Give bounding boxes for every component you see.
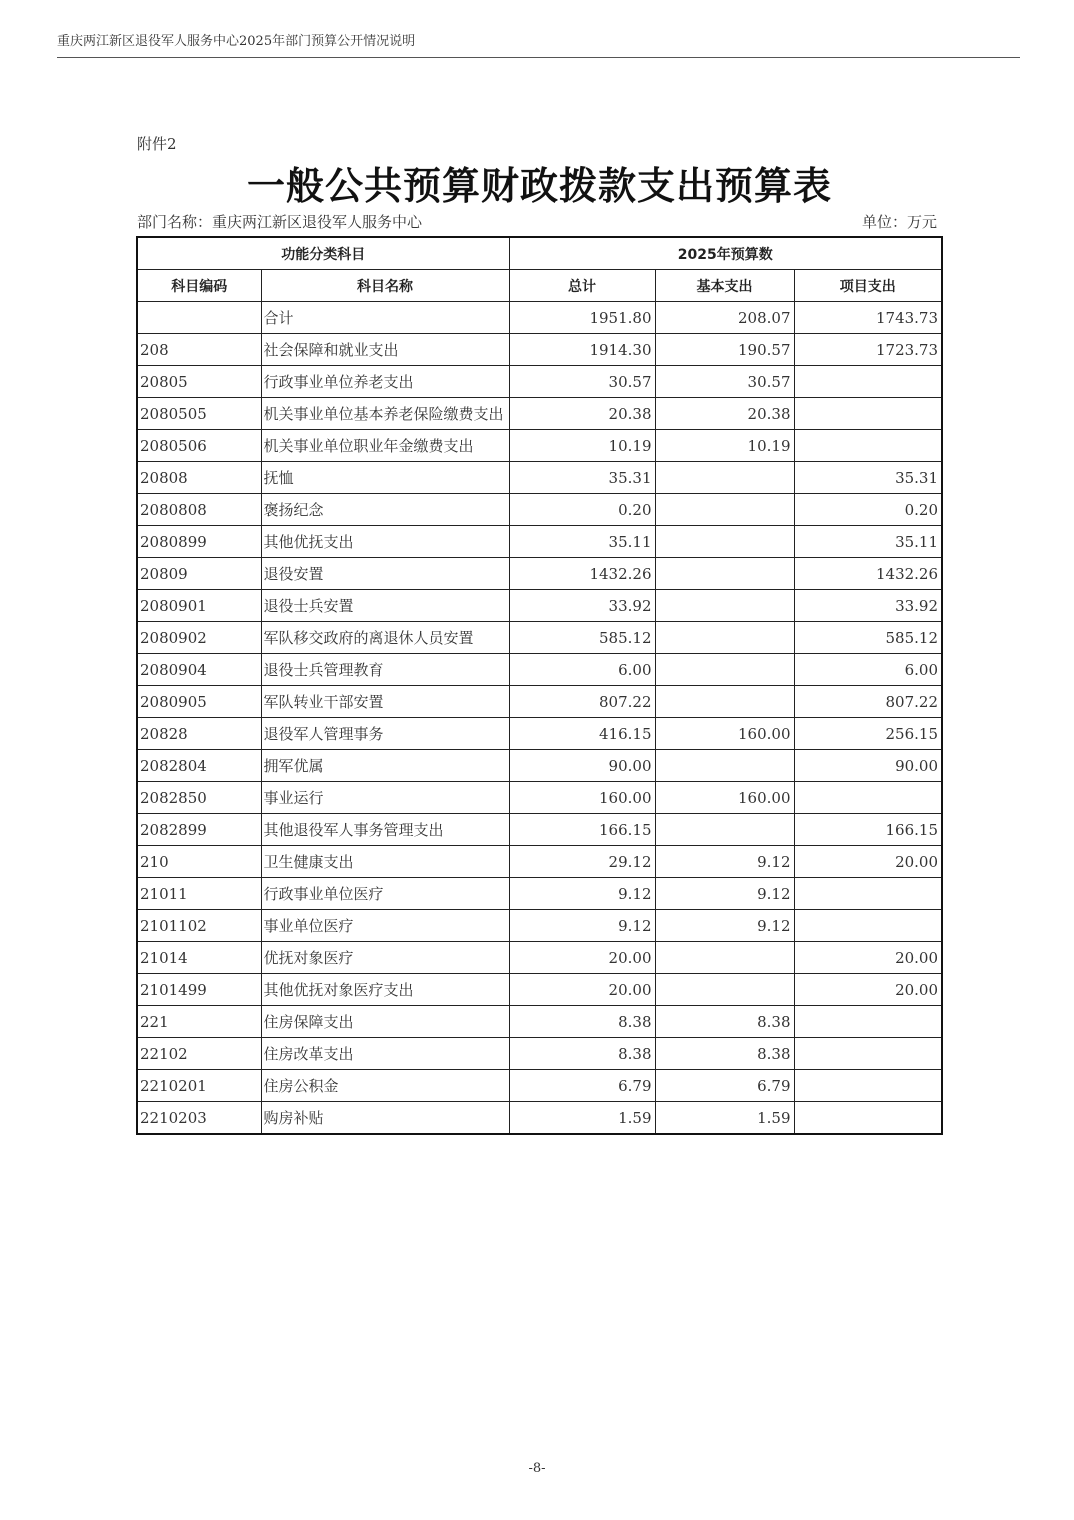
cell-name: 卫生健康支出 bbox=[261, 846, 509, 878]
group-header-row bbox=[137, 237, 942, 270]
cell-basic: 30.57 bbox=[655, 366, 794, 398]
classification-header: 功能分类科目 bbox=[137, 237, 509, 270]
cell-project bbox=[794, 1038, 942, 1070]
cell-total: 35.11 bbox=[509, 526, 655, 558]
cell-basic bbox=[655, 814, 794, 846]
table-row bbox=[137, 462, 942, 494]
cell-project: 1743.73 bbox=[794, 302, 942, 334]
table-row bbox=[137, 750, 942, 782]
cell-project bbox=[794, 782, 942, 814]
cell-code: 2080505 bbox=[137, 398, 261, 430]
table-row bbox=[137, 814, 942, 846]
table-row bbox=[137, 782, 942, 814]
cell-project bbox=[794, 1070, 942, 1102]
cell-project: 1432.26 bbox=[794, 558, 942, 590]
cell-basic: 9.12 bbox=[655, 910, 794, 942]
cell-name: 社会保障和就业支出 bbox=[261, 334, 509, 366]
cell-basic: 9.12 bbox=[655, 878, 794, 910]
cell-basic: 10.19 bbox=[655, 430, 794, 462]
cell-total: 1914.30 bbox=[509, 334, 655, 366]
cell-project bbox=[794, 1102, 942, 1135]
cell-basic: 8.38 bbox=[655, 1006, 794, 1038]
table-row bbox=[137, 1102, 942, 1135]
budget-table bbox=[136, 236, 943, 1135]
cell-project bbox=[794, 1006, 942, 1038]
cell-total: 33.92 bbox=[509, 590, 655, 622]
running-header: 重庆两江新区退役军人服务中心2025年部门预算公开情况说明 bbox=[57, 30, 1020, 58]
cell-total: 20.38 bbox=[509, 398, 655, 430]
cell-total: 9.12 bbox=[509, 878, 655, 910]
cell-code: 2080905 bbox=[137, 686, 261, 718]
cell-name: 军队移交政府的离退休人员安置 bbox=[261, 622, 509, 654]
cell-name: 其他优抚对象医疗支出 bbox=[261, 974, 509, 1006]
cell-basic bbox=[655, 462, 794, 494]
cell-code: 20828 bbox=[137, 718, 261, 750]
table-row bbox=[137, 942, 942, 974]
cell-name: 褒扬纪念 bbox=[261, 494, 509, 526]
cell-project: 6.00 bbox=[794, 654, 942, 686]
department-name: 部门名称：重庆两江新区退役军人服务中心 bbox=[137, 213, 423, 231]
cell-project bbox=[794, 910, 942, 942]
cell-name: 住房保障支出 bbox=[261, 1006, 509, 1038]
cell-code: 210 bbox=[137, 846, 261, 878]
cell-code bbox=[137, 302, 261, 334]
cell-code: 208 bbox=[137, 334, 261, 366]
cell-basic bbox=[655, 526, 794, 558]
table-row bbox=[137, 334, 942, 366]
cell-code: 2080808 bbox=[137, 494, 261, 526]
cell-project: 33.92 bbox=[794, 590, 942, 622]
budget-table-body bbox=[137, 302, 942, 1135]
cell-total: 6.79 bbox=[509, 1070, 655, 1102]
table-row bbox=[137, 494, 942, 526]
cell-code: 20805 bbox=[137, 366, 261, 398]
cell-name: 抚恤 bbox=[261, 462, 509, 494]
cell-total: 0.20 bbox=[509, 494, 655, 526]
column-header-project: 项目支出 bbox=[794, 270, 942, 302]
cell-total: 160.00 bbox=[509, 782, 655, 814]
cell-name: 购房补贴 bbox=[261, 1102, 509, 1135]
cell-code: 20808 bbox=[137, 462, 261, 494]
cell-code: 22102 bbox=[137, 1038, 261, 1070]
table-row bbox=[137, 878, 942, 910]
column-header-basic: 基本支出 bbox=[655, 270, 794, 302]
cell-code: 2080899 bbox=[137, 526, 261, 558]
table-row bbox=[137, 910, 942, 942]
page-title: 一般公共预算财政拨款支出预算表 bbox=[246, 164, 832, 208]
cell-project bbox=[794, 398, 942, 430]
cell-basic bbox=[655, 654, 794, 686]
cell-basic: 190.57 bbox=[655, 334, 794, 366]
table-row bbox=[137, 718, 942, 750]
table-row bbox=[137, 1070, 942, 1102]
cell-total: 10.19 bbox=[509, 430, 655, 462]
column-header-row bbox=[137, 270, 942, 302]
cell-name: 行政事业单位医疗 bbox=[261, 878, 509, 910]
cell-name: 机关事业单位职业年金缴费支出 bbox=[261, 430, 509, 462]
cell-name: 事业运行 bbox=[261, 782, 509, 814]
cell-total: 90.00 bbox=[509, 750, 655, 782]
cell-name: 行政事业单位养老支出 bbox=[261, 366, 509, 398]
cell-name: 住房改革支出 bbox=[261, 1038, 509, 1070]
cell-project bbox=[794, 878, 942, 910]
cell-basic bbox=[655, 750, 794, 782]
cell-code: 2082804 bbox=[137, 750, 261, 782]
cell-name: 其他优抚支出 bbox=[261, 526, 509, 558]
column-header-name: 科目名称 bbox=[261, 270, 509, 302]
cell-basic bbox=[655, 974, 794, 1006]
page-number: -8- bbox=[528, 1461, 546, 1476]
cell-basic bbox=[655, 942, 794, 974]
cell-name: 优抚对象医疗 bbox=[261, 942, 509, 974]
cell-total: 8.38 bbox=[509, 1038, 655, 1070]
cell-name: 退役安置 bbox=[261, 558, 509, 590]
cell-basic: 160.00 bbox=[655, 718, 794, 750]
table-row bbox=[137, 366, 942, 398]
cell-project: 807.22 bbox=[794, 686, 942, 718]
cell-project: 35.11 bbox=[794, 526, 942, 558]
attachment-label: 附件2 bbox=[137, 135, 177, 153]
cell-name: 退役士兵安置 bbox=[261, 590, 509, 622]
cell-code: 2101102 bbox=[137, 910, 261, 942]
column-header-code: 科目编码 bbox=[137, 270, 261, 302]
cell-total: 1432.26 bbox=[509, 558, 655, 590]
cell-basic bbox=[655, 494, 794, 526]
table-row bbox=[137, 398, 942, 430]
cell-name: 军队转业干部安置 bbox=[261, 686, 509, 718]
cell-basic bbox=[655, 686, 794, 718]
cell-name: 其他退役军人事务管理支出 bbox=[261, 814, 509, 846]
cell-code: 2101499 bbox=[137, 974, 261, 1006]
cell-total: 35.31 bbox=[509, 462, 655, 494]
cell-basic: 1.59 bbox=[655, 1102, 794, 1135]
cell-name: 合计 bbox=[261, 302, 509, 334]
cell-basic bbox=[655, 558, 794, 590]
cell-project: 90.00 bbox=[794, 750, 942, 782]
table-row bbox=[137, 1006, 942, 1038]
cell-project: 20.00 bbox=[794, 974, 942, 1006]
cell-code: 21011 bbox=[137, 878, 261, 910]
cell-total: 585.12 bbox=[509, 622, 655, 654]
budget-year-header: 2025年预算数 bbox=[509, 237, 942, 270]
cell-code: 221 bbox=[137, 1006, 261, 1038]
cell-project: 20.00 bbox=[794, 846, 942, 878]
cell-total: 1.59 bbox=[509, 1102, 655, 1135]
cell-name: 拥军优属 bbox=[261, 750, 509, 782]
cell-total: 20.00 bbox=[509, 974, 655, 1006]
cell-code: 2082850 bbox=[137, 782, 261, 814]
cell-total: 416.15 bbox=[509, 718, 655, 750]
cell-name: 事业单位医疗 bbox=[261, 910, 509, 942]
table-row bbox=[137, 590, 942, 622]
cell-code: 2082899 bbox=[137, 814, 261, 846]
cell-code: 2080902 bbox=[137, 622, 261, 654]
unit-label: 单位：万元 bbox=[861, 213, 937, 231]
cell-code: 2080904 bbox=[137, 654, 261, 686]
table-row bbox=[137, 654, 942, 686]
cell-project: 20.00 bbox=[794, 942, 942, 974]
cell-project bbox=[794, 430, 942, 462]
cell-total: 807.22 bbox=[509, 686, 655, 718]
table-row bbox=[137, 686, 942, 718]
cell-code: 2210201 bbox=[137, 1070, 261, 1102]
cell-basic bbox=[655, 622, 794, 654]
table-row bbox=[137, 622, 942, 654]
cell-name: 退役士兵管理教育 bbox=[261, 654, 509, 686]
cell-total: 30.57 bbox=[509, 366, 655, 398]
cell-code: 2080506 bbox=[137, 430, 261, 462]
cell-project: 256.15 bbox=[794, 718, 942, 750]
cell-total: 166.15 bbox=[509, 814, 655, 846]
cell-basic: 6.79 bbox=[655, 1070, 794, 1102]
cell-project: 35.31 bbox=[794, 462, 942, 494]
cell-basic: 8.38 bbox=[655, 1038, 794, 1070]
cell-total: 20.00 bbox=[509, 942, 655, 974]
cell-basic: 160.00 bbox=[655, 782, 794, 814]
cell-code: 2080901 bbox=[137, 590, 261, 622]
table-row bbox=[137, 302, 942, 334]
cell-code: 21014 bbox=[137, 942, 261, 974]
cell-name: 住房公积金 bbox=[261, 1070, 509, 1102]
column-header-total: 总计 bbox=[509, 270, 655, 302]
cell-project: 0.20 bbox=[794, 494, 942, 526]
cell-total: 6.00 bbox=[509, 654, 655, 686]
cell-total: 9.12 bbox=[509, 910, 655, 942]
cell-total: 1951.80 bbox=[509, 302, 655, 334]
cell-basic: 9.12 bbox=[655, 846, 794, 878]
table-row bbox=[137, 974, 942, 1006]
table-row bbox=[137, 526, 942, 558]
table-row bbox=[137, 846, 942, 878]
cell-code: 20809 bbox=[137, 558, 261, 590]
cell-basic: 20.38 bbox=[655, 398, 794, 430]
table-row bbox=[137, 1038, 942, 1070]
cell-name: 退役军人管理事务 bbox=[261, 718, 509, 750]
cell-total: 8.38 bbox=[509, 1006, 655, 1038]
table-row bbox=[137, 558, 942, 590]
cell-basic bbox=[655, 590, 794, 622]
cell-basic: 208.07 bbox=[655, 302, 794, 334]
cell-total: 29.12 bbox=[509, 846, 655, 878]
cell-project: 1723.73 bbox=[794, 334, 942, 366]
cell-name: 机关事业单位基本养老保险缴费支出 bbox=[261, 398, 509, 430]
cell-code: 2210203 bbox=[137, 1102, 261, 1135]
cell-project: 166.15 bbox=[794, 814, 942, 846]
cell-project bbox=[794, 366, 942, 398]
cell-project: 585.12 bbox=[794, 622, 942, 654]
table-row bbox=[137, 430, 942, 462]
